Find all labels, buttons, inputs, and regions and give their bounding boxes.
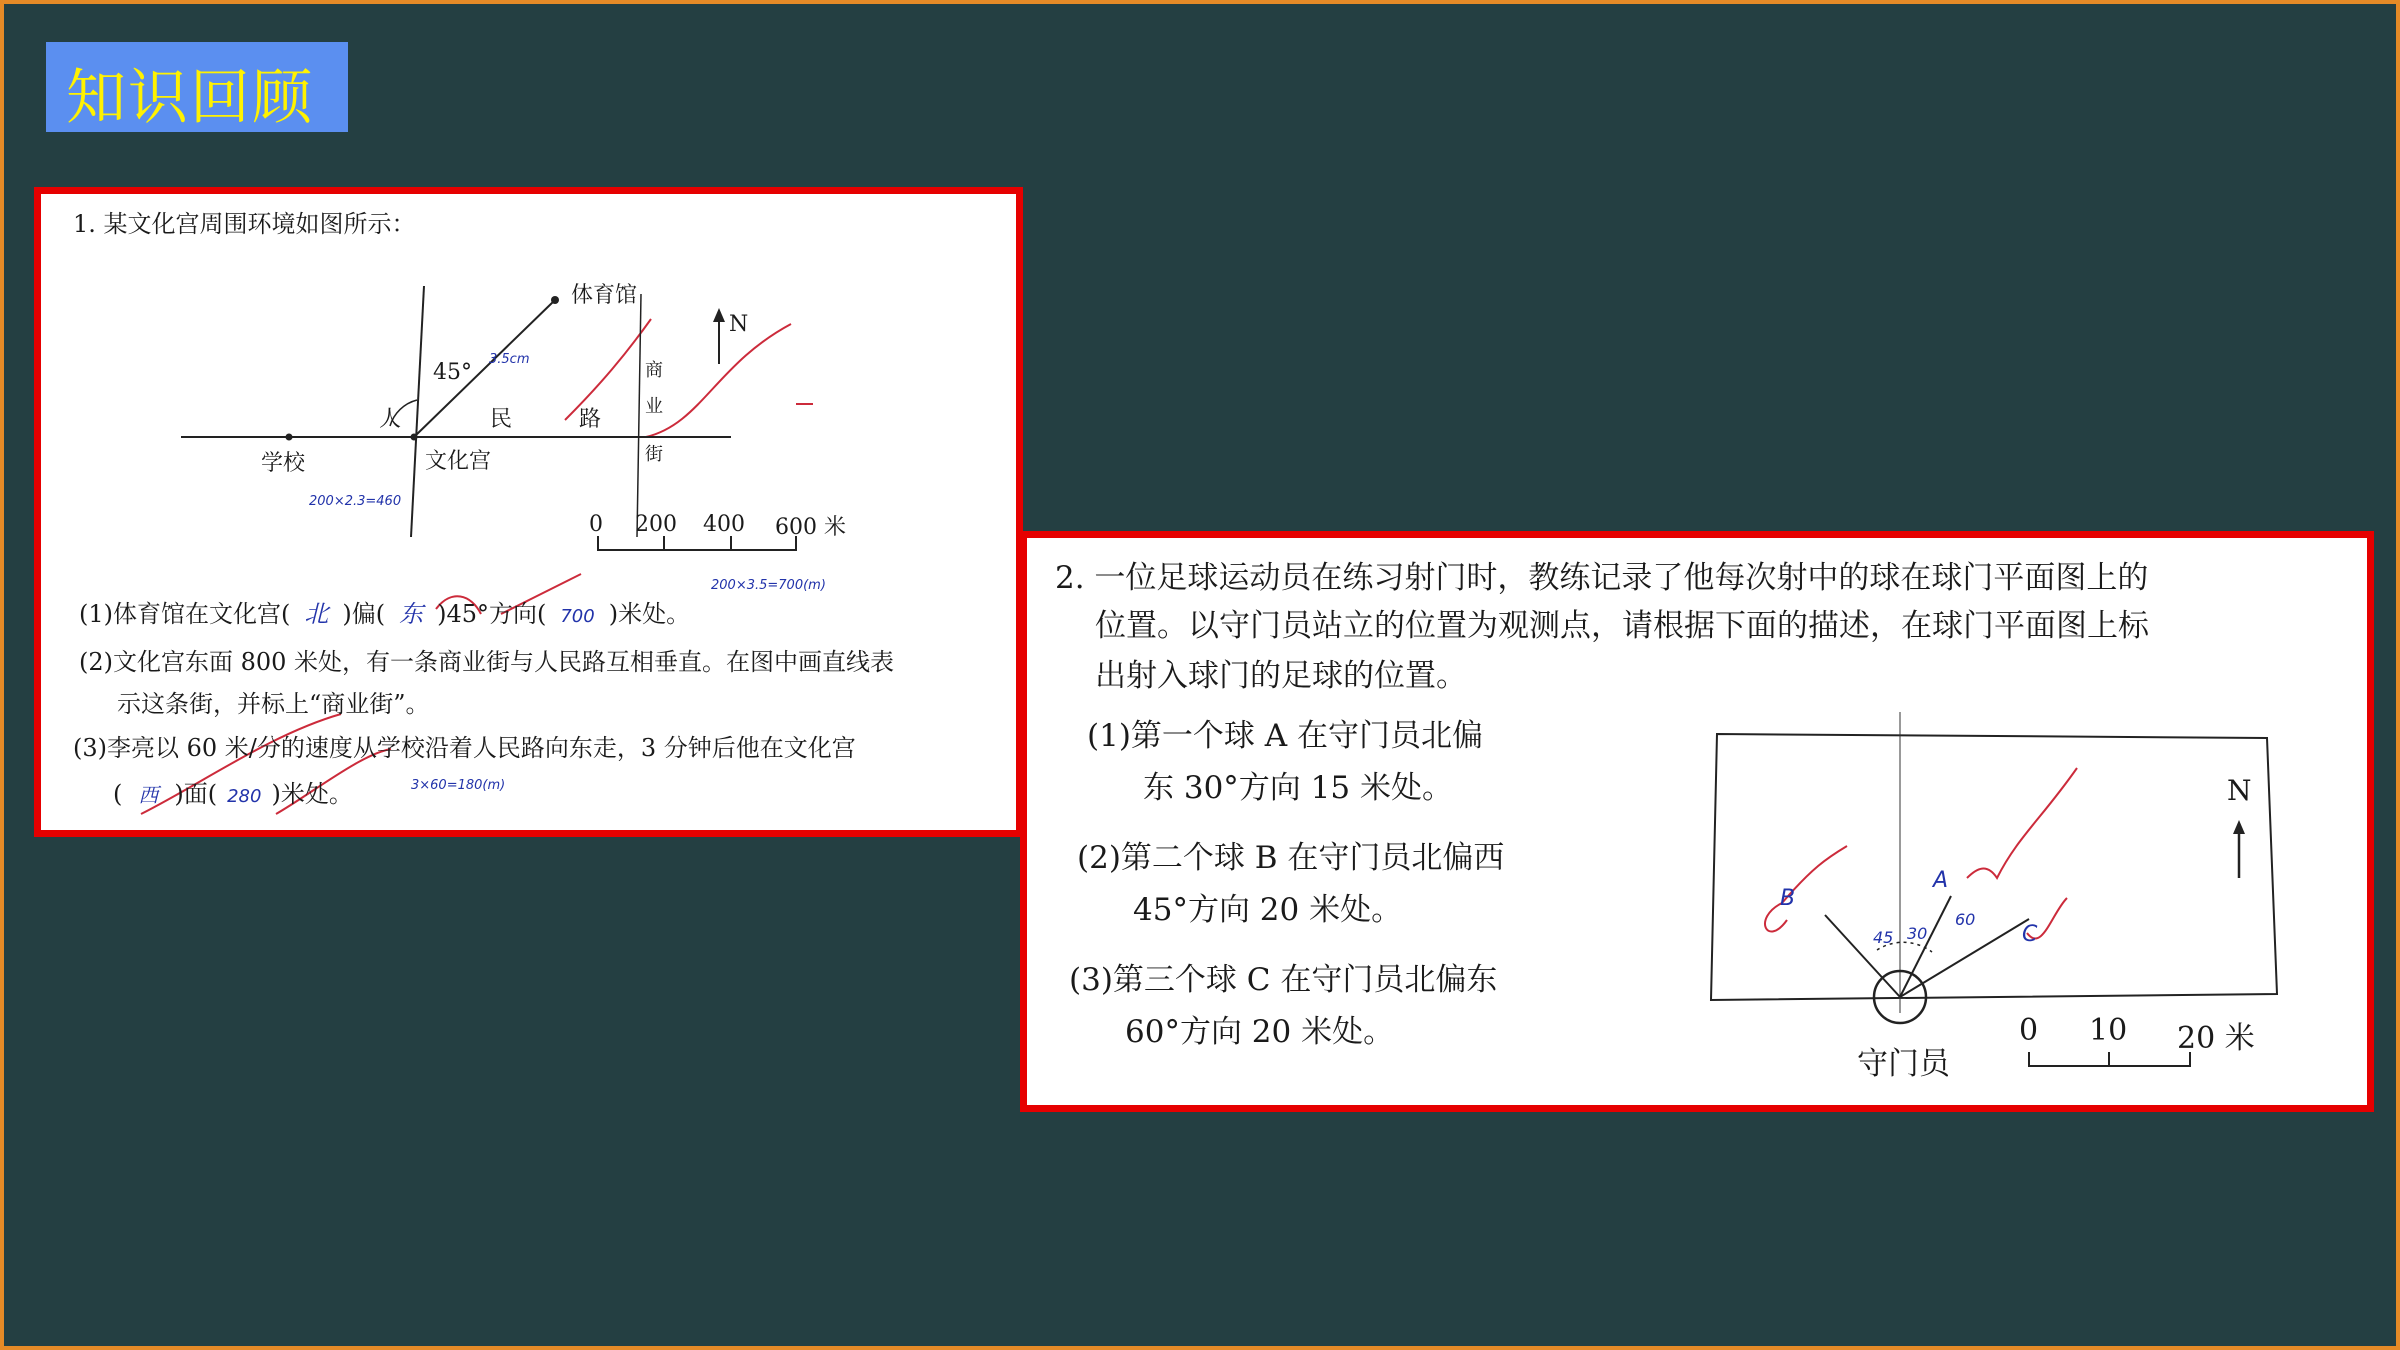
commercial-street-line: [637, 294, 641, 537]
question-3-line-1: (3)李亮以 60 米/分的速度从学校沿着人民路向东走，3 分钟后他在文化宫: [73, 734, 856, 762]
culture-palace-label: 文化宫: [425, 449, 492, 474]
q1-answer-distance: 700: [560, 606, 595, 627]
red-check-a: [1967, 768, 2077, 878]
school-label: 学校: [261, 451, 306, 476]
scale-label-0: 0: [589, 512, 603, 537]
street-char-2: 业: [645, 396, 663, 417]
goalkeeper-label: 守门员: [1857, 1046, 1950, 1082]
angle-mark-45: 45: [1873, 928, 1894, 947]
length-note: 3.5cm: [489, 352, 530, 367]
question-3-line-2: ( 西 )面( 280 )米处。: [113, 780, 353, 808]
north-south-line: [411, 286, 424, 537]
red-check-b: [1765, 846, 1847, 932]
road-char-1: 人: [379, 407, 402, 432]
angle-mark-30: 30: [1907, 924, 1928, 943]
slide-title: 知识回顾: [66, 63, 314, 133]
street-char-3: 街: [645, 444, 663, 465]
north-label: N: [729, 312, 749, 337]
scale-label-400: 400: [703, 512, 745, 537]
scale-label-600: 600 米: [775, 515, 846, 540]
problem-1-card: [34, 187, 1023, 837]
item-2-line-2: 45°方向 20 米处。: [1133, 892, 1403, 928]
goal-scale-bar: [2029, 1052, 2190, 1066]
street-char-1: 商: [645, 360, 663, 381]
goal-scale-10: 10: [2089, 1013, 2128, 1048]
item-3-line-1: (3)第三个球 C 在守门员北偏东: [1069, 962, 1498, 998]
calc-note: 200×2.3=460: [309, 494, 402, 509]
q3-calc-note: 3×60=180(m): [411, 778, 506, 793]
north-arrow-head-icon: [713, 308, 725, 322]
question-2-line-1: (2)文化宫东面 800 米处，有一条商业街与人民路互相垂直。在图中画直线表: [79, 648, 895, 676]
mark-b: B: [1780, 886, 1796, 911]
question-1: (1)体育馆在文化宫( 北 )偏( 东 )45°方向( 700 )米处。: [79, 600, 691, 628]
q3-answer-distance: 280: [227, 786, 262, 807]
q1-calc-note: 200×3.5=700(m): [711, 578, 826, 593]
problem-2-line-2: 位置。以守门员站立的位置为观测点，请根据下面的描述，在球门平面图上标: [1095, 608, 2149, 644]
scale-bar: [598, 536, 796, 550]
title-banner: [46, 42, 348, 132]
angle-label: 45°: [433, 360, 472, 385]
q3-answer-direction: 西: [138, 783, 159, 807]
q1-answer-side: 东: [399, 600, 424, 628]
school-point: [286, 434, 293, 441]
culture-palace-point: [411, 434, 418, 441]
north-arrow-head-icon-2: [2233, 820, 2245, 834]
problem-2-card: [1020, 531, 2374, 1112]
item-1-line-1: (1)第一个球 A 在守门员北偏: [1087, 718, 1484, 754]
problem-2-line-3: 出射入球门的足球的位置。: [1095, 658, 1467, 694]
gym-point: [551, 296, 559, 304]
item-3-line-2: 60°方向 20 米处。: [1125, 1014, 1395, 1050]
goal-frame: [1711, 734, 2277, 1000]
goal-scale-20: 20 米: [2177, 1021, 2255, 1056]
road-char-2: 民: [490, 407, 513, 432]
problem-1-heading: 1. 某文化宫周围环境如图所示：: [73, 210, 416, 238]
mark-c: C: [2022, 922, 2038, 947]
gym-label: 体育馆: [571, 283, 638, 308]
scale-label-200: 200: [635, 512, 677, 537]
question-2-line-2: 示这条街，并标上“商业街”。: [117, 690, 430, 718]
item-2-line-1: (2)第二个球 B 在守门员北偏西: [1077, 840, 1505, 876]
mark-a: A: [1933, 868, 1949, 893]
problem-2-line-1: 2. 一位足球运动员在练习射门时，教练记录了他每次射中的球在球门平面图上的: [1055, 560, 2149, 596]
item-1-line-2: 东 30°方向 15 米处。: [1143, 770, 1453, 806]
red-pen-stroke-1: [565, 319, 651, 420]
q1-answer-direction: 北: [304, 600, 329, 628]
goal-scale-0: 0: [2019, 1013, 2039, 1048]
goal-north-label: N: [2227, 774, 2252, 807]
road-char-3: 路: [579, 407, 602, 432]
angle-mark-60: 60: [1955, 910, 1976, 929]
